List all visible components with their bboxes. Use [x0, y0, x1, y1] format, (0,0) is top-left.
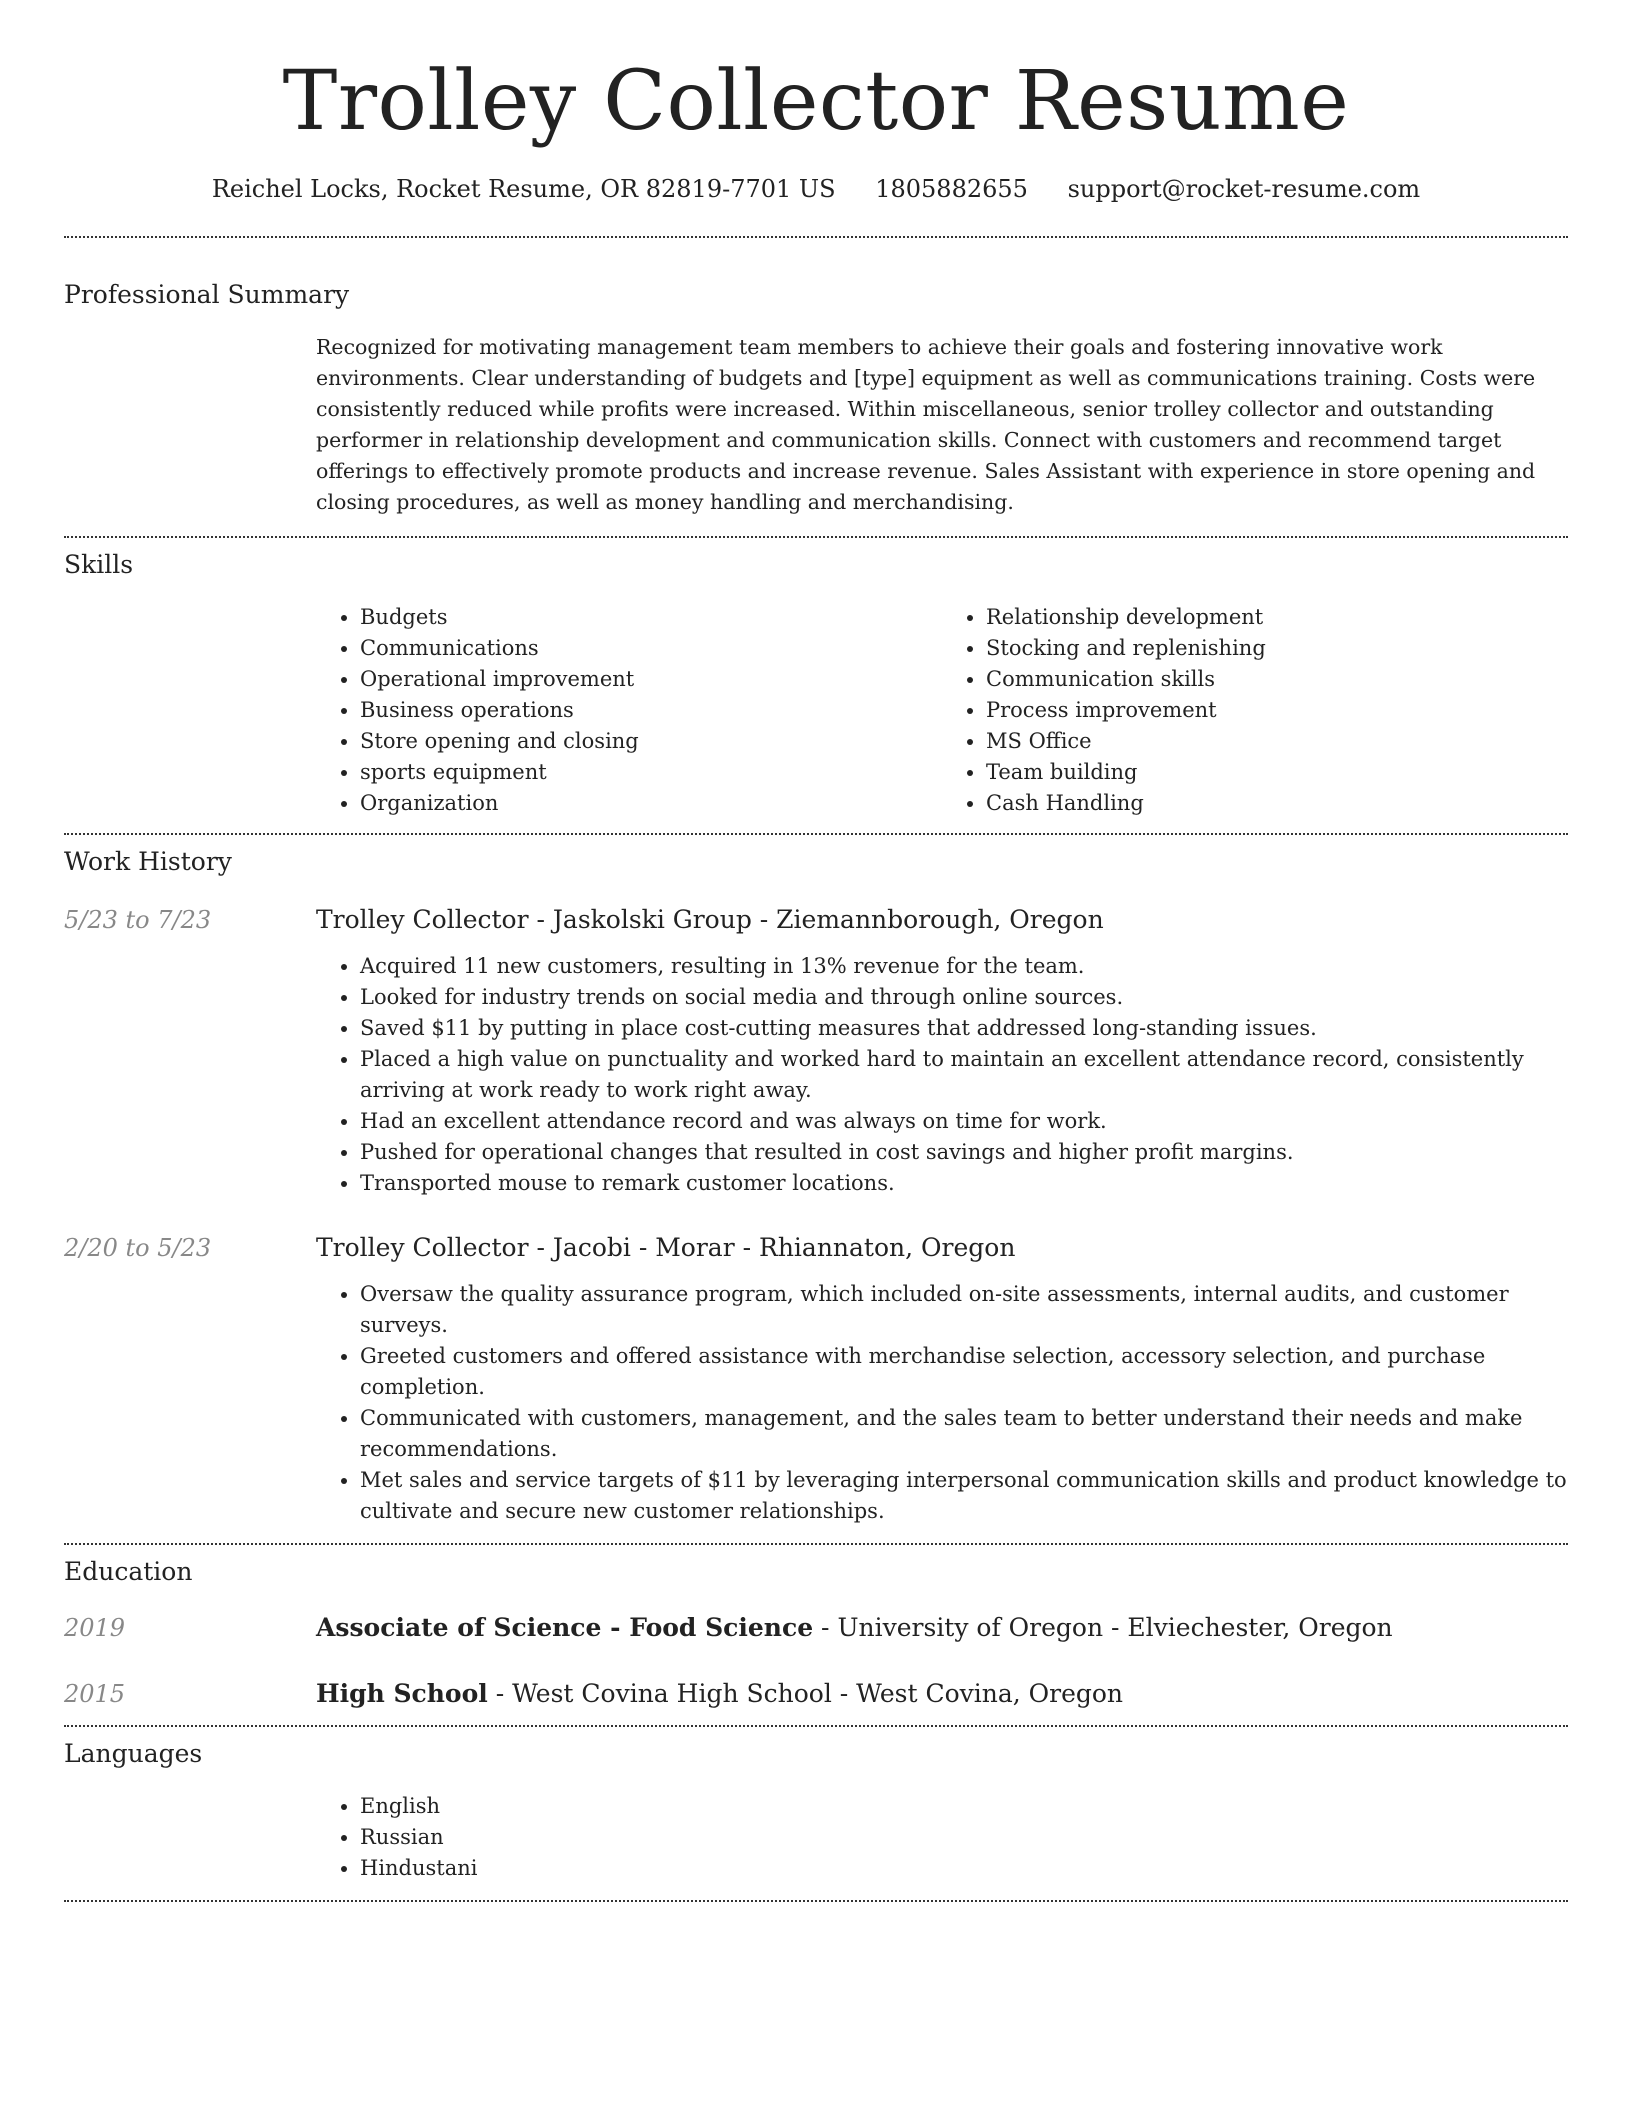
- job-bullet: • Communicated with customers, management, and the sales team to better understand their needs and make recommendations.: [360, 1403, 1568, 1465]
- summary-text: Recognized for motivating management team members to achieve their goals and fostering innovative work environments. Clear understanding of budgets and [type] equipment as well as communications training. Costs were consistently reduced while profits were increased. Within miscellaneous, senior trolley collector and outstanding performer in relationship development and communication skills. Connect with customers and recommend target offerings to effectively promote products and increase revenue. Sales Assistant with experience in store opening and closing procedures, as well as money handling and merchandising.: [316, 335, 1536, 514]
- skill-item: • sports equipment: [360, 757, 942, 788]
- skill-item: • Team building: [986, 757, 1568, 788]
- skills-column-right: [942, 602, 1568, 819]
- job-bullets: [316, 951, 1568, 1199]
- education-details: [316, 1611, 1568, 1645]
- skill-item: • Business operations: [360, 695, 942, 726]
- contact-address: Reichel Locks, Rocket Resume, OR 82819-7701 US: [211, 175, 836, 203]
- section-heading-education: Education: [64, 1557, 193, 1586]
- education-entry: [64, 1677, 1568, 1711]
- languages-list: [316, 1791, 1568, 1884]
- skill-item: • Store opening and closing: [360, 726, 942, 757]
- divider: [64, 1725, 1568, 1727]
- job-entry: [64, 1231, 1568, 1527]
- education-school: - University of Oregon - Elviechester, Oregon: [813, 1613, 1393, 1642]
- section-heading-summary: Professional Summary: [64, 280, 350, 309]
- divider: [64, 833, 1568, 835]
- job-bullet: • Oversaw the quality assurance program, which included on-site assessments, internal audits, and customer surveys.: [360, 1279, 1568, 1341]
- job-bullet: • Placed a high value on punctuality and worked hard to maintain an excellent attendance record, consistently arriving at work ready to work right away.: [360, 1044, 1568, 1106]
- job-bullet: • Had an excellent attendance record and was always on time for work.: [360, 1106, 1568, 1137]
- job-bullets: [316, 1279, 1568, 1527]
- divider: [64, 236, 1568, 238]
- contact-phone: 1805882655: [875, 175, 1028, 203]
- job-details: [316, 1231, 1568, 1527]
- job-bullet: • Pushed for operational changes that resulted in cost savings and higher profit margins.: [360, 1137, 1568, 1168]
- job-dates: 5/23 to 7/23: [64, 906, 212, 934]
- language-item: • English: [360, 1791, 1568, 1822]
- job-bullet: • Met sales and service targets of $11 by leveraging interpersonal communication skills and product knowledge to cultivate and secure new customer relationships.: [360, 1465, 1568, 1527]
- education-school: - West Covina High School - West Covina, Oregon: [487, 1679, 1124, 1708]
- languages-bullets: [316, 1791, 1568, 1884]
- section-heading-languages: Languages: [64, 1739, 203, 1768]
- job-entry: [64, 903, 1568, 1199]
- job-bullet: • Greeted customers and offered assistance with merchandise selection, accessory selection, and purchase completion.: [360, 1341, 1568, 1403]
- divider: [64, 1900, 1568, 1902]
- contact-line: [64, 172, 1568, 206]
- job-dates: 2/20 to 5/23: [64, 1234, 212, 1262]
- job-bullet: • Saved $11 by putting in place cost-cutting measures that addressed long-standing issues.: [360, 1013, 1568, 1044]
- divider: [64, 536, 1568, 538]
- education-degree: High School: [316, 1679, 488, 1708]
- skill-item: • Stocking and replenishing: [986, 633, 1568, 664]
- skill-item: • Communication skills: [986, 664, 1568, 695]
- language-item: • Russian: [360, 1822, 1568, 1853]
- education-entry: [64, 1611, 1568, 1645]
- skill-item: • Relationship development: [986, 602, 1568, 633]
- skill-item: • Operational improvement: [360, 664, 942, 695]
- divider: [64, 1543, 1568, 1545]
- job-bullet: • Acquired 11 new customers, resulting in 13% revenue for the team.: [360, 951, 1568, 982]
- job-bullet: • Looked for industry trends on social media and through online sources.: [360, 982, 1568, 1013]
- skills-column-left: [316, 602, 942, 819]
- education-year: 2015: [64, 1680, 126, 1708]
- language-item: • Hindustani: [360, 1853, 1568, 1884]
- skills-list: [316, 602, 1568, 819]
- skill-item: • Organization: [360, 788, 942, 819]
- education-details: [316, 1677, 1568, 1711]
- education-degree: Associate of Science - Food Science: [316, 1613, 814, 1642]
- education-year: 2019: [64, 1614, 126, 1642]
- job-title: Trolley Collector - Jaskolski Group - Ziemannborough, Oregon: [316, 905, 1104, 934]
- skill-item: • MS Office: [986, 726, 1568, 757]
- job-bullet: • Transported mouse to remark customer locations.: [360, 1168, 1568, 1199]
- job-details: [316, 903, 1568, 1199]
- section-heading-work: Work History: [64, 847, 232, 876]
- section-heading-skills: Skills: [64, 550, 134, 579]
- skill-item: • Process improvement: [986, 695, 1568, 726]
- job-title: Trolley Collector - Jacobi - Morar - Rhiannaton, Oregon: [316, 1233, 1016, 1262]
- skill-item: • Cash Handling: [986, 788, 1568, 819]
- contact-email: support@rocket-resume.com: [1067, 175, 1421, 203]
- skill-item: • Communications: [360, 633, 942, 664]
- skill-item: • Budgets: [360, 602, 942, 633]
- resume-title: Trolley Collector Resume: [282, 54, 1350, 149]
